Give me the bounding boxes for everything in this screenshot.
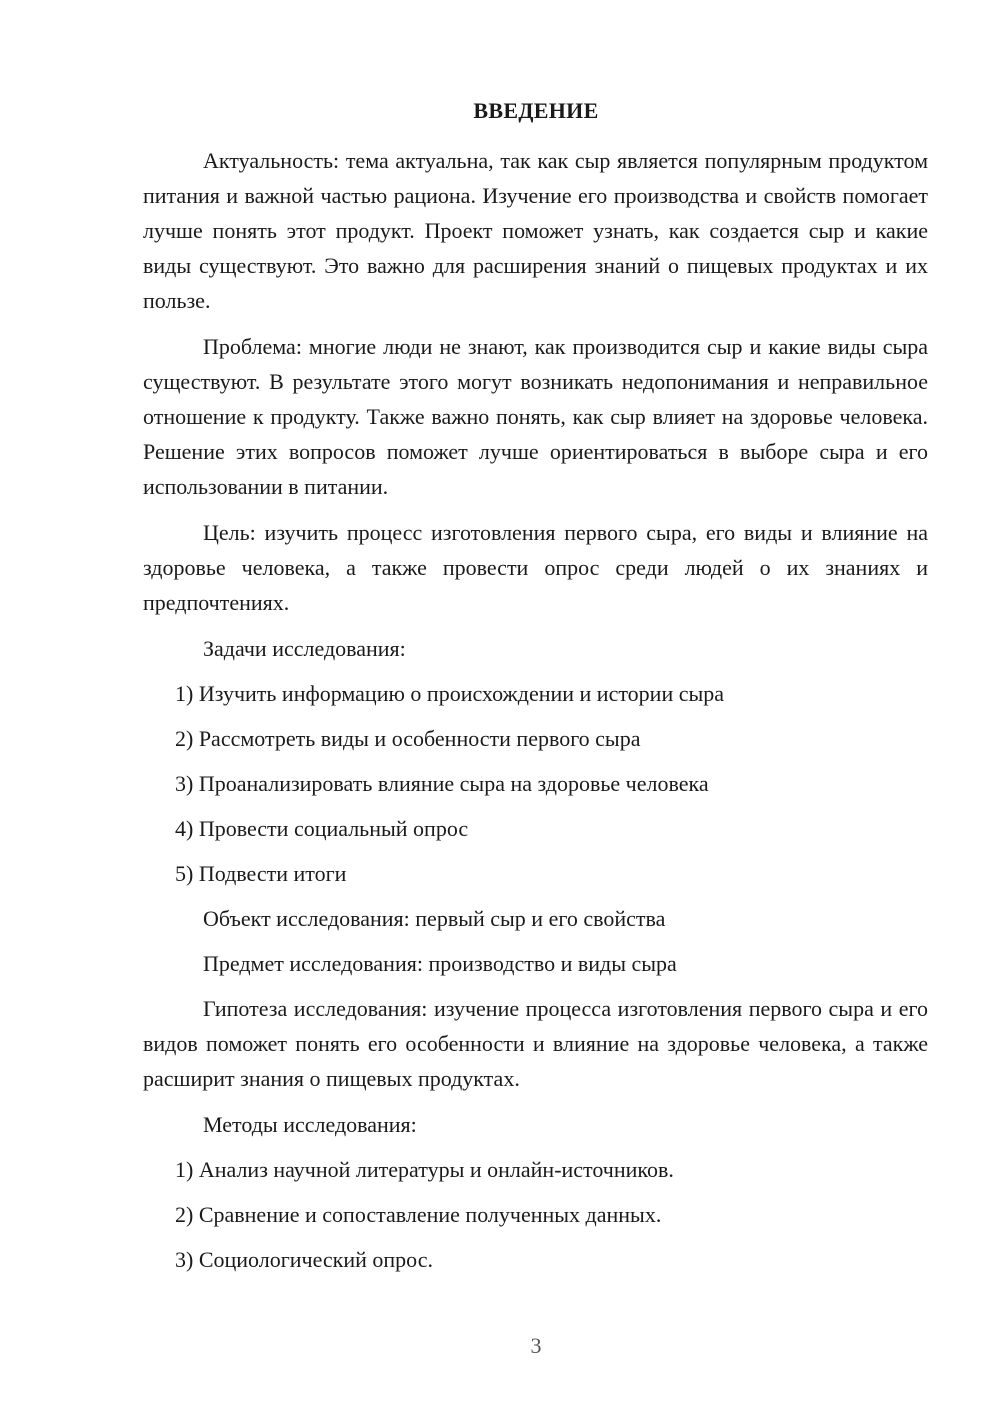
task-item: 4) Провести социальный опрос xyxy=(175,816,469,841)
subject-paragraph: Предмет исследования: производство и виды сыра xyxy=(203,951,677,976)
problem-paragraph: Проблема: многие люди не знают, как производится сыр и какие виды сыра существуют. В результате этого могут возникать недопонимания и неправильное отношение к продукту. Также важно понять, как сыр влияет на здоровье человека. Решение этих вопросов поможет лучше ориентироваться в выборе сыра и его использовании в питании. xyxy=(143,334,928,499)
task-item: 2) Рассмотреть виды и особенности первого сыра xyxy=(175,726,641,751)
page-number: 3 xyxy=(530,1333,542,1358)
goal-paragraph: Цель: изучить процесс изготовления первого сыра, его виды и влияние на здоровье человека, а также провести опрос среди людей о их знаниях и предпочтениях. xyxy=(143,520,928,615)
object-paragraph: Объект исследования: первый сыр и его свойства xyxy=(203,906,666,931)
document-body xyxy=(143,143,928,1287)
method-item: 1) Анализ научной литературы и онлайн-источников. xyxy=(175,1157,674,1182)
task-item: 1) Изучить информацию о происхождении и истории сыра xyxy=(175,681,725,706)
tasks-heading: Задачи исследования: xyxy=(203,636,406,661)
methods-heading: Методы исследования: xyxy=(203,1112,417,1137)
task-item: 5) Подвести итоги xyxy=(175,861,347,886)
method-item: 3) Социологический опрос. xyxy=(175,1247,433,1272)
method-item: 2) Сравнение и сопоставление полученных данных. xyxy=(175,1202,662,1227)
hypothesis-paragraph: Гипотеза исследования: изучение процесса изготовления первого сыра и его видов поможет понять его особенности и влияние на здоровье человека, а также расширит знания о пищевых продуктах. xyxy=(143,996,928,1091)
task-item: 3) Проанализировать влияние сыра на здоровье человека xyxy=(175,771,709,796)
page-title: ВВЕДЕНИЕ xyxy=(473,98,599,123)
relevance-paragraph: Актуальность: тема актуальна, так как сыр является популярным продуктом питания и важной частью рациона. Изучение его производства и свойств помогает лучше понять этот продукт. Проект поможет узнать, как создается сыр и какие виды существуют. Это важно для расширения знаний о пищевых продуктах и их пользе. xyxy=(143,148,928,313)
